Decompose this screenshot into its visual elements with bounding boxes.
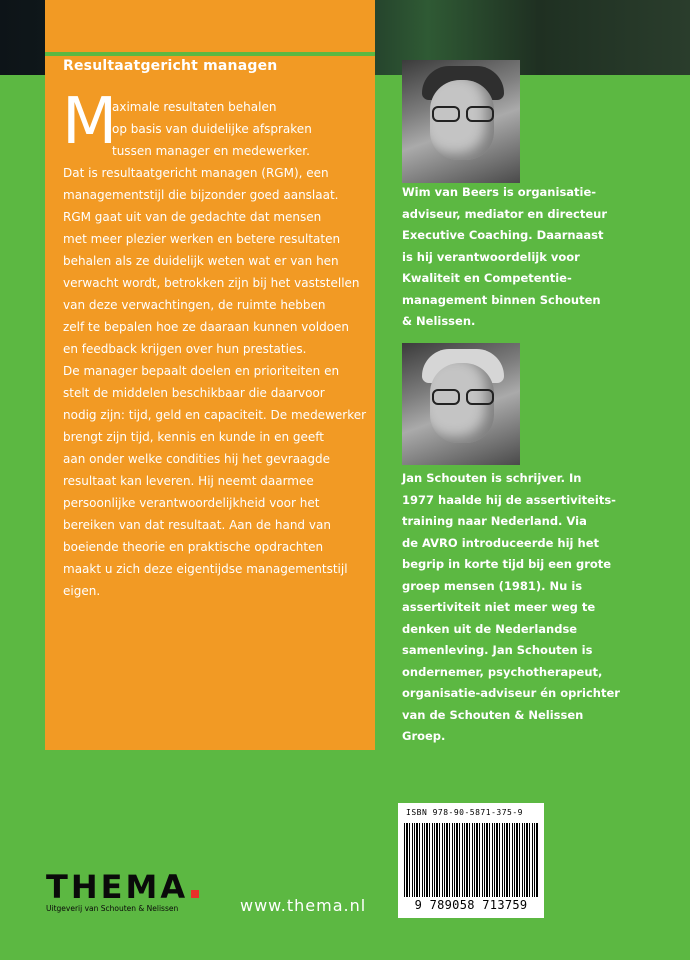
bio-line: is schrijver. In bbox=[487, 471, 582, 485]
body-line: resultaat kan leveren. Hij neemt daarmee bbox=[63, 474, 314, 488]
body-line: Dat is resultaatgericht managen (RGM), een bbox=[63, 166, 329, 180]
bio-line: management binnen Schouten bbox=[402, 292, 601, 307]
bio-line: Groep. bbox=[402, 729, 446, 743]
body-line: bereiken van dat resultaat. Aan de hand van bbox=[63, 518, 331, 532]
bio-line: training naar Nederland. Via bbox=[402, 514, 587, 528]
publisher-logo bbox=[46, 868, 199, 906]
body-line: zelf te bepalen hoe ze daaraan kunnen voldoen bbox=[63, 320, 350, 334]
body-line: nodig zijn: tijd, geld en capaciteit. De medewerker bbox=[63, 408, 367, 422]
lead-line: tussen manager en medewerker. bbox=[112, 144, 310, 158]
bio-line: van de Schouten & Nelissen bbox=[402, 707, 584, 722]
bio-line: is hij verantwoordelijk voor bbox=[402, 249, 580, 264]
body-line: managementstijl die bijzonder goed aanslaat. bbox=[63, 188, 339, 202]
book-heading: Resultaatgericht managen bbox=[63, 58, 278, 74]
body-line: van deze verwachtingen, de ruimte hebben bbox=[63, 298, 326, 312]
body-line: eigen. bbox=[63, 584, 101, 598]
author-photo-wim-van-beers bbox=[402, 60, 520, 183]
publisher-tagline: Uitgeverij van Schouten & Nelissen bbox=[46, 904, 179, 913]
body-line: aan onder welke condities hij het gevraagde bbox=[63, 452, 331, 466]
bio-line: adviseur, mediator en directeur bbox=[402, 206, 608, 221]
author-photo-jan-schouten bbox=[402, 343, 520, 465]
body-line: De manager bepaalt doelen en prioriteiten en bbox=[63, 364, 340, 378]
body-line: stelt de middelen beschikbaar die daarvoor bbox=[63, 386, 325, 400]
bio-line: begrip in korte tijd bij een grote bbox=[402, 557, 612, 571]
isbn-label: ISBN 978-90-5871-375-9 bbox=[406, 808, 523, 817]
author-name: Jan Schouten bbox=[402, 471, 488, 485]
author-bio-wim-van-beers bbox=[402, 182, 642, 333]
body-line: verwacht wordt, betrokken zijn bij het vaststellen bbox=[63, 276, 360, 290]
body-line: maakt u zich deze eigentijdse managementstijl bbox=[63, 562, 348, 576]
body-line: met meer plezier werken en betere resultaten bbox=[63, 232, 341, 246]
bio-line: assertiviteit niet meer weg te bbox=[402, 600, 596, 614]
body-line: boeiende theorie en praktische opdrachten bbox=[63, 540, 324, 554]
bio-line: is organisatie- bbox=[498, 185, 597, 199]
bio-line: denken uit de Nederlandse bbox=[402, 621, 578, 636]
author-name: Wim van Beers bbox=[402, 185, 499, 199]
barcode-bars bbox=[404, 823, 538, 897]
bio-line: Kwaliteit en Competentie- bbox=[402, 271, 572, 285]
bio-line: Executive Coaching. Daarnaast bbox=[402, 228, 604, 242]
lead-line: op basis van duidelijke afspraken bbox=[112, 122, 312, 136]
lead-paragraph bbox=[112, 96, 362, 162]
bio-line: samenleving. Jan Schouten is bbox=[402, 643, 593, 657]
barcode-digits: 9 789058 713759 bbox=[414, 898, 528, 912]
bio-line: groep mensen (1981). Nu is bbox=[402, 578, 583, 593]
lead-line: aximale resultaten behalen bbox=[112, 100, 277, 114]
isbn-barcode bbox=[398, 803, 544, 918]
glasses-icon bbox=[432, 389, 494, 403]
bio-line: 1977 haalde hij de assertiviteits- bbox=[402, 492, 616, 507]
bio-line: ondernemer, psychotherapeut, bbox=[402, 664, 603, 679]
bio-line: & Nelissen. bbox=[402, 314, 476, 328]
logo-square-icon bbox=[191, 890, 199, 898]
publisher-website: www.thema.nl bbox=[240, 896, 367, 915]
author-bio-jan-schouten bbox=[402, 468, 642, 748]
body-line: en feedback krijgen over hun prestaties. bbox=[63, 342, 307, 356]
panel-divider bbox=[45, 52, 375, 56]
drop-cap: M bbox=[62, 85, 118, 159]
bio-line: organisatie-adviseur én oprichter bbox=[402, 686, 620, 700]
bio-line: de AVRO introduceerde hij het bbox=[402, 535, 599, 550]
body-line: persoonlijke verantwoordelijkheid voor het bbox=[63, 496, 320, 510]
body-line: behalen als ze duidelijk weten wat er van hen bbox=[63, 254, 339, 268]
logo-text: THEMA bbox=[46, 868, 189, 906]
description-text bbox=[63, 162, 368, 602]
glasses-icon bbox=[432, 106, 494, 120]
body-line: brengt zijn tijd, kennis en kunde in en geeft bbox=[63, 430, 324, 444]
body-line: RGM gaat uit van de gedachte dat mensen bbox=[63, 210, 322, 224]
